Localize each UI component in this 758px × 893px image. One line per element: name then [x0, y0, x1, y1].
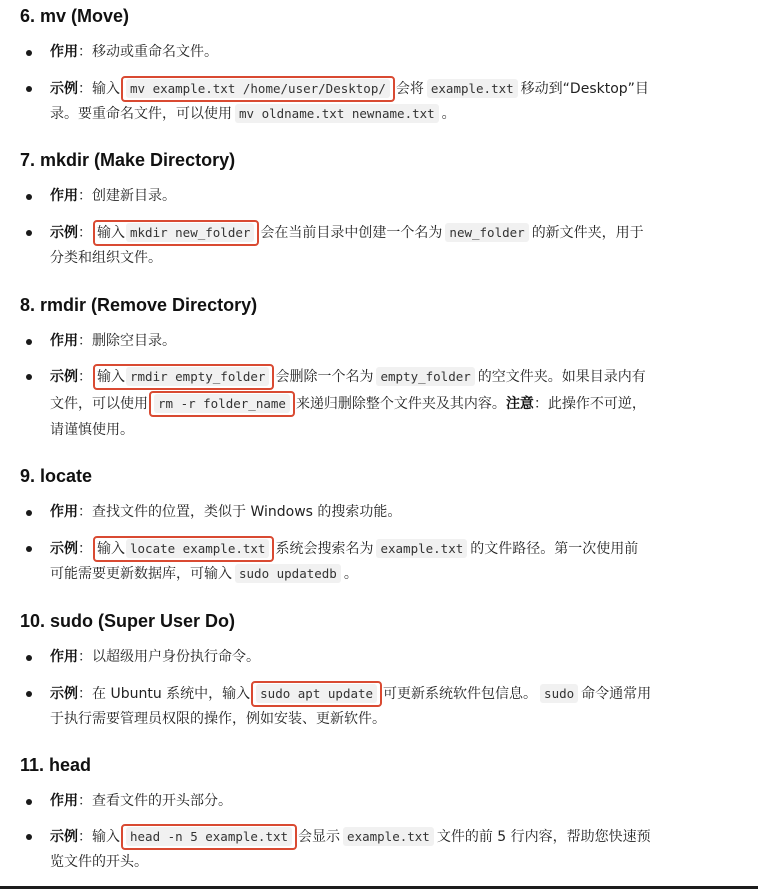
bullet-icon: [26, 339, 32, 345]
example-line-2: [50, 564, 358, 584]
inline-code: mv oldname.txt newname.txt: [235, 104, 439, 123]
example-text: 览文件的开头。: [50, 854, 148, 870]
bullet-icon: [26, 86, 32, 92]
example-text: 的新文件夹，用于: [531, 225, 644, 241]
usage-text: ：查找文件的位置，类似于 Windows 的搜索功能。: [78, 504, 402, 520]
usage-text: ：以超级用户身份执行命令。: [78, 649, 260, 665]
example-text: 文件，可以使用: [50, 396, 148, 412]
usage-text: ：移动或重命名文件。: [78, 44, 218, 60]
example-text: 请谨慎使用。: [50, 422, 134, 438]
highlight-box: [93, 536, 274, 562]
section-heading: 8. rmdir (Remove Directory): [20, 295, 258, 315]
example-boxed-word: 输入: [97, 369, 125, 385]
usage-line: [50, 502, 401, 522]
highlight-box: [121, 824, 297, 850]
example-text: 会将: [395, 81, 424, 97]
example-text: ：: [78, 225, 92, 241]
example-text: ：: [78, 369, 92, 385]
inline-code: empty_folder: [376, 367, 474, 386]
section-heading: 11. head: [20, 755, 92, 775]
section-heading: 10. sudo (Super User Do): [20, 611, 236, 631]
example-text: 可更新系统软件包信息。: [383, 686, 538, 702]
example-line-2: [50, 852, 148, 872]
example-text: 于执行需要管理员权限的操作，例如安装、更新软件。: [50, 711, 386, 727]
inline-code: example.txt: [427, 79, 518, 98]
highlight-box: [149, 391, 295, 417]
example-text: ：在 Ubuntu 系统中，输入: [78, 686, 251, 702]
example-boxed-word: 输入: [97, 225, 125, 241]
note-label: 注意: [505, 396, 534, 412]
bullet-icon: [26, 194, 32, 200]
usage-text: ：查看文件的开头部分。: [78, 793, 232, 809]
example-text: 的空文件夹。如果目录内有: [477, 369, 646, 385]
usage-text: ：删除空目录。: [78, 333, 176, 349]
example-text: 。: [441, 106, 456, 122]
usage-label: 作用: [50, 504, 78, 520]
example-label: 示例: [50, 541, 78, 557]
highlight-box: [121, 76, 395, 102]
example-text: 来递归删除整个文件夹及其内容。: [295, 396, 506, 412]
command-code: rm -r folder_name: [154, 394, 290, 413]
example-label: 示例: [50, 369, 78, 385]
bullet-icon: [26, 374, 32, 380]
inline-code: example.txt: [343, 827, 434, 846]
bullet-icon: [26, 510, 32, 516]
example-label: 示例: [50, 81, 78, 97]
highlight-box: [93, 364, 274, 390]
command-code: locate example.txt: [126, 539, 269, 558]
inline-code: sudo: [540, 684, 578, 703]
section-heading: 9. locate: [20, 466, 93, 486]
example-text: ：输入: [78, 81, 120, 97]
section-heading: 6. mv (Move): [20, 6, 130, 26]
example-text: 可能需要更新数据库，可输入: [50, 566, 232, 582]
bullet-icon: [26, 546, 32, 552]
example-label: 示例: [50, 225, 78, 241]
usage-line: [50, 42, 218, 62]
command-code: sudo apt update: [256, 684, 377, 703]
command-code: rmdir empty_folder: [126, 367, 269, 386]
usage-line: [50, 331, 176, 351]
usage-label: 作用: [50, 44, 78, 60]
example-text: 录。要重命名文件，可以使用: [50, 106, 232, 122]
example-text: 文件的前 5 行内容，帮助您快速预: [436, 829, 651, 845]
inline-code: example.txt: [376, 539, 467, 558]
example-text: 会在当前目录中创建一个名为: [260, 225, 443, 241]
bullet-icon: [26, 691, 32, 697]
example-line-1: [50, 366, 646, 386]
command-code: head -n 5 example.txt: [126, 827, 292, 846]
bullet-icon: [26, 230, 32, 236]
section-heading: 7. mkdir (Make Directory): [20, 150, 236, 170]
example-line-1: [50, 78, 649, 98]
usage-label: 作用: [50, 793, 78, 809]
example-line-2: [50, 709, 386, 729]
example-text: 移动到“Desktop”目: [520, 81, 649, 97]
example-line-1: [50, 826, 651, 846]
usage-line: [50, 186, 176, 206]
bullet-icon: [26, 655, 32, 661]
example-text: ：输入: [78, 829, 120, 845]
bullet-icon: [26, 834, 32, 840]
usage-label: 作用: [50, 333, 78, 349]
example-text: 命令通常用: [581, 686, 652, 702]
example-line-1: [50, 683, 651, 703]
bullet-icon: [26, 50, 32, 56]
example-line-1: [50, 538, 638, 558]
example-text: ：: [78, 541, 92, 557]
usage-label: 作用: [50, 649, 78, 665]
example-boxed-word: 输入: [97, 541, 125, 557]
example-text: 会删除一个名为: [275, 369, 374, 385]
example-text: 系统会搜索名为: [275, 541, 374, 557]
example-text: 分类和组织文件。: [50, 250, 162, 266]
example-line-2: [50, 104, 456, 124]
usage-line: [50, 647, 260, 667]
usage-line: [50, 791, 232, 811]
highlight-box: [251, 681, 382, 707]
example-line-3: [50, 420, 134, 440]
bottom-divider: [0, 886, 758, 889]
bullet-icon: [26, 799, 32, 805]
example-label: 示例: [50, 829, 78, 845]
note-text: ：此操作不可逆，: [533, 396, 646, 412]
example-label: 示例: [50, 686, 78, 702]
example-line-1: [50, 222, 644, 242]
example-line-2: [50, 248, 162, 268]
inline-code: sudo updatedb: [235, 564, 341, 583]
command-code: mkdir new_folder: [126, 223, 254, 242]
usage-label: 作用: [50, 188, 78, 204]
example-text: 。: [343, 566, 358, 582]
highlight-box: [93, 220, 259, 246]
example-text: 的文件路径。第一次使用前: [470, 541, 639, 557]
inline-code: new_folder: [445, 223, 528, 242]
usage-text: ：创建新目录。: [78, 188, 176, 204]
command-code: mv example.txt /home/user/Desktop/: [126, 79, 390, 98]
example-line-2: [50, 393, 646, 413]
example-text: 会显示: [298, 829, 341, 845]
